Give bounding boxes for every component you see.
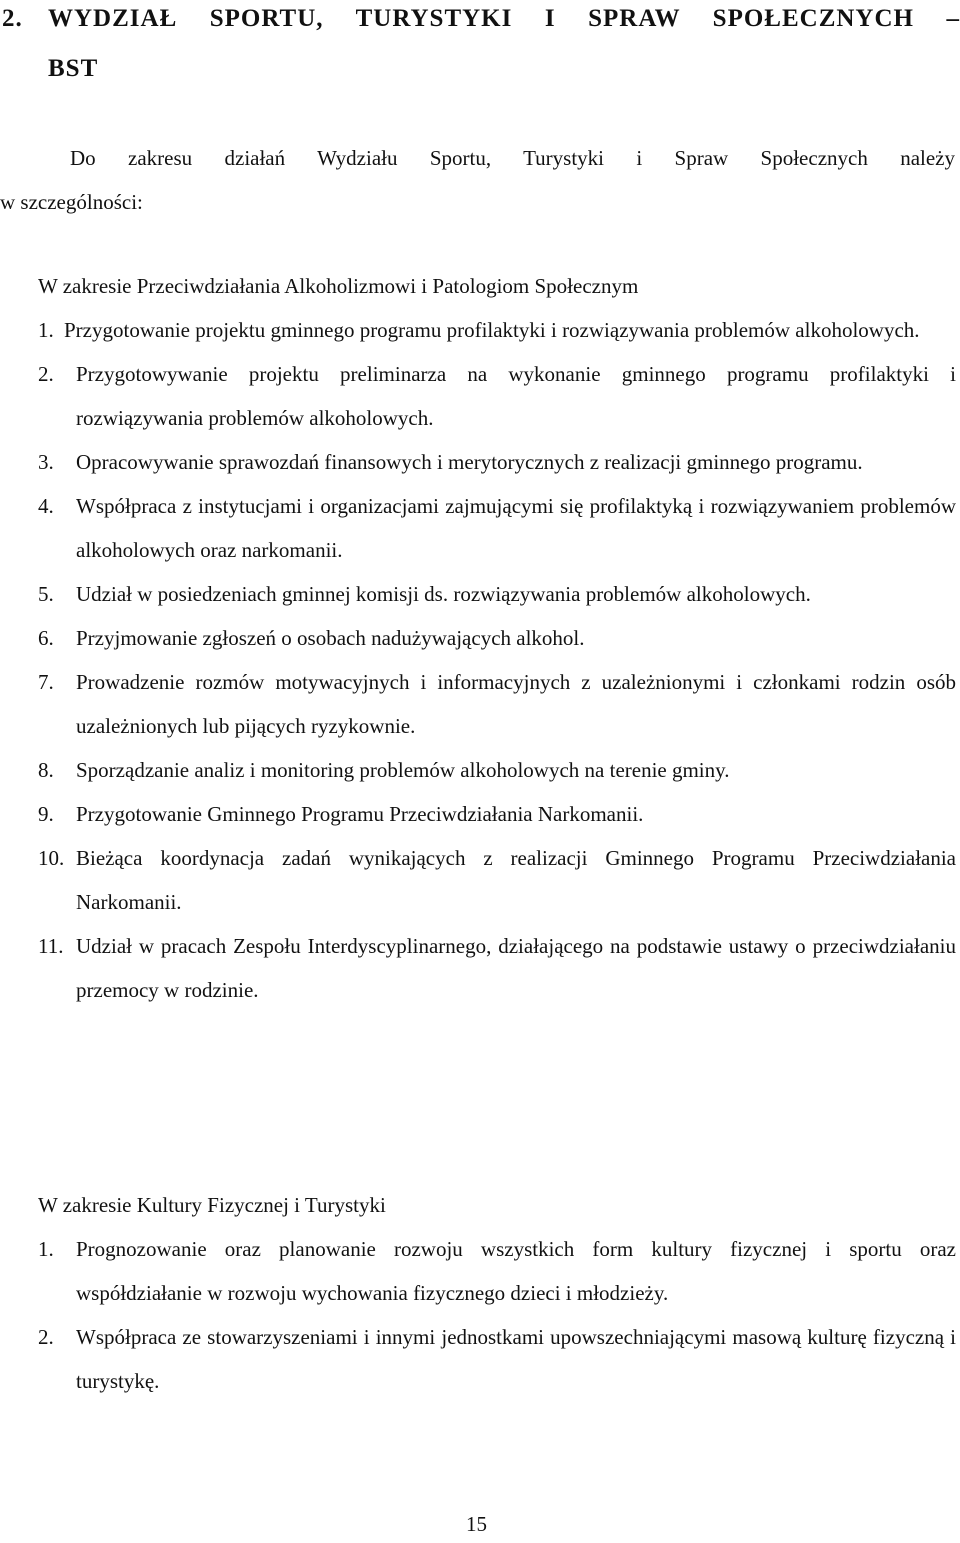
list-item-number: 2. [38, 362, 54, 386]
intro-line1: Do zakresu działań Wydziału Sportu, Turystyki i Spraw Społecznych należy [70, 146, 955, 170]
list-item [38, 1315, 956, 1403]
list-item [38, 924, 956, 1012]
list-item [38, 616, 956, 660]
list-item-text: Prognozowanie oraz planowanie rozwoju wszystkich form kultury fizycznej i sportu oraz współdziałanie w rozwoju wychowania fizycznego dzieci i młodzieży. [76, 1237, 956, 1305]
heading-number: 2. [2, 5, 23, 32]
intro-paragraph [0, 136, 955, 224]
list-item-number: 1. [38, 1237, 54, 1261]
list-item-text: Opracowywanie sprawozdań finansowych i merytorycznych z realizacji gminnego programu. [76, 450, 863, 474]
list-item [38, 1227, 956, 1315]
list-item-number: 7. [38, 670, 54, 694]
list-item-text: Prowadzenie rozmów motywacyjnych i informacyjnych z uzależnionymi i członkami rodzin osób uzależnionych lub pijących ryzykownie. [76, 670, 956, 738]
list-item-text: Sporządzanie analiz i monitoring problemów alkoholowych na terenie gminy. [76, 758, 730, 782]
list-item-number: 11. [38, 934, 64, 958]
section1-list [38, 308, 956, 1012]
section1-title: W zakresie Przeciwdziałania Alkoholizmowi i Patologiom Społecznym [38, 274, 639, 298]
list-item-text: Udział w pracach Zespołu Interdyscyplinarnego, działającego na podstawie ustawy o przeciwdziałaniu przemocy w rodzinie. [76, 934, 956, 1002]
list-item [38, 440, 956, 484]
list-item-text: Współpraca z instytucjami i organizacjami zajmującymi się profilaktyką i rozwiązywaniem problemów alkoholowych oraz narkomanii. [76, 494, 956, 562]
list-item-number: 3. [38, 450, 54, 474]
list-item-text: Przygotowywanie projektu preliminarza na wykonanie gminnego programu profilaktyki i rozwiązywania problemów alkoholowych. [76, 362, 956, 430]
list-item [38, 748, 956, 792]
list-item-text: Współpraca ze stowarzyszeniami i innymi jednostkami upowszechniającymi masową kulturę fizyczną i turystykę. [76, 1325, 956, 1393]
list-item-text: Przygotowanie projektu gminnego programu profilaktyki i rozwiązywania problemów alkoholowych. [64, 318, 920, 342]
list-item-number: 9. [38, 802, 54, 826]
page-number-text: 15 [466, 1512, 487, 1536]
list-item-text: Bieżąca koordynacja zadań wynikających z realizacji Gminnego Programu Przeciwdziałania Narkomanii. [76, 846, 956, 914]
list-item-number: 10. [38, 846, 65, 870]
section2-title: W zakresie Kultury Fizycznej i Turystyki [38, 1193, 386, 1217]
intro-line2: w szczególności: [0, 190, 143, 214]
list-item-number: 4. [38, 494, 54, 518]
list-item [38, 660, 956, 748]
list-item-number: 2. [38, 1325, 54, 1349]
list-item-number: 8. [38, 758, 54, 782]
list-item [38, 572, 956, 616]
list-item-text: Przygotowanie Gminnego Programu Przeciwdziałania Narkomanii. [76, 802, 644, 826]
list-item [38, 792, 956, 836]
section2-list [38, 1227, 956, 1403]
list-item [38, 836, 956, 924]
heading-title-line1: WYDZIAŁ SPORTU, TURYSTYKI I SPRAW SPOŁECZNYCH – [48, 5, 960, 32]
list-item [38, 484, 956, 572]
list-item-number: 5. [38, 582, 54, 606]
list-item [38, 352, 956, 440]
heading-title-line2: BST [48, 55, 99, 82]
list-item-number: 1. [38, 318, 54, 342]
list-item-text: Przyjmowanie zgłoszeń o osobach nadużywających alkohol. [76, 626, 585, 650]
list-item-number: 6. [38, 626, 54, 650]
list-item-text: Udział w posiedzeniach gminnej komisji ds. rozwiązywania problemów alkoholowych. [76, 582, 811, 606]
list-item [38, 308, 956, 352]
